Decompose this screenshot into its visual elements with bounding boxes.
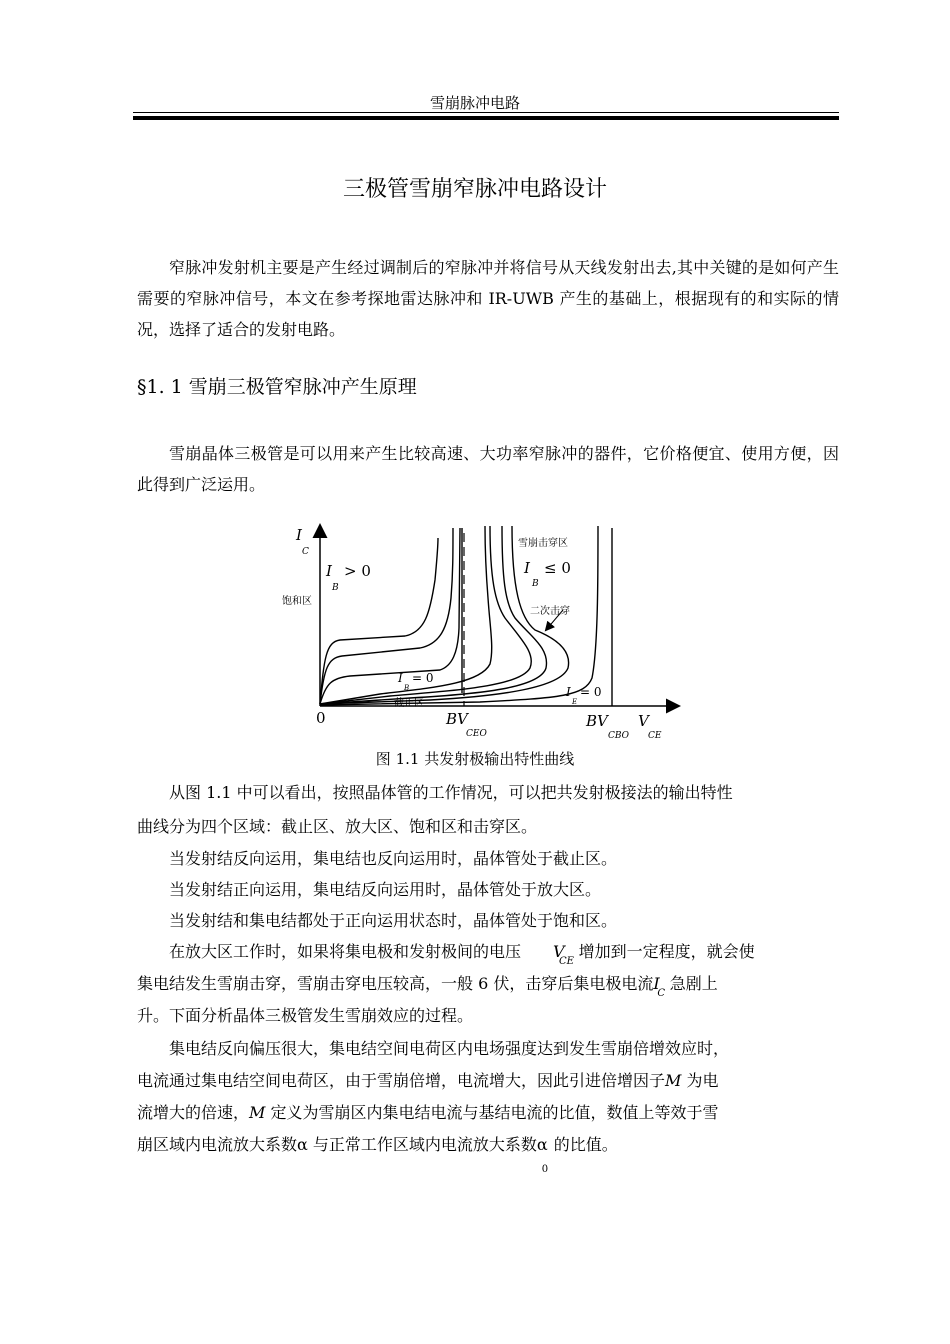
- paragraph-5: 当发射结和集电结都处于正向运用状态时，晶体管处于饱和区。: [169, 911, 618, 930]
- origin-label: 0: [316, 709, 326, 727]
- ib-zero-sub-label: B: [404, 684, 410, 692]
- paragraph-7-line-2: [137, 1068, 839, 1091]
- alpha0-sub: 0: [541, 1164, 549, 1175]
- p6-text-a: 在放大区工作时，如果将集电极和发射极间的电压: [169, 942, 522, 961]
- section-heading: §1. 1 雪崩三极管窄脉冲产生原理: [137, 376, 417, 398]
- ie-zero-relation: = 0: [580, 685, 602, 699]
- ib-neg-label: I: [524, 559, 530, 577]
- header-rule-thin: [133, 112, 839, 113]
- breakdown-label: 雪崩击穿区: [518, 538, 568, 549]
- ic-sub-label: C: [302, 547, 309, 557]
- bvcbo-sub-label: CBO: [608, 731, 630, 741]
- ie-zero-label: I: [566, 685, 571, 699]
- multiplication-factor-symbol-2: M: [249, 1103, 266, 1122]
- ie-zero-sub-label: E: [572, 698, 578, 706]
- p6-line2-text-b: 急剧上: [669, 974, 718, 993]
- saturation-label: 饱和区: [282, 596, 312, 607]
- p7-line3-text-b: 定义为雪崩区内集电结电流与基结电流的比值，数值上等效于雪: [270, 1103, 719, 1122]
- ic-inline-symbol: I: [653, 974, 660, 993]
- p7-line4-text-b: 的比值。: [553, 1135, 618, 1154]
- paragraph-2-line-1: 从图 1.1 中可以看出，按照晶体管的工作情况，可以把共发射极接法的输出特性: [169, 783, 733, 802]
- ib-neg-relation: ≤ 0: [544, 559, 571, 577]
- paragraph-7-line-4: [137, 1132, 839, 1175]
- p6-text-b: 增加到一定程度，就会使: [578, 942, 755, 961]
- p7-line3-text-a: 流增大的倍速，: [137, 1103, 250, 1122]
- ic-label: I: [296, 526, 302, 544]
- output-characteristics-figure: [280, 518, 700, 748]
- multiplication-factor-symbol: M: [665, 1071, 682, 1090]
- ib-zero-relation: = 0: [412, 671, 434, 685]
- intro-paragraph: 窄脉冲发射机主要是产生经过调制后的窄脉冲并将信号从天线发射出去,其中关键的是如何产生需要的窄脉冲信号，本文在参考探地雷达脉冲和 IR-UWB 产生的基础上，根据现有的和实际的情况，选择了适合的发射电路。: [137, 258, 839, 339]
- vce-label: V: [638, 712, 649, 730]
- paragraph-3: 当发射结反向运用，集电结也反向运用时，晶体管处于截止区。: [169, 849, 618, 868]
- vce-inline-sub: CE: [559, 956, 574, 967]
- cutoff-label: 截止区: [394, 698, 424, 709]
- second-breakdown-label: 二次击穿: [530, 606, 570, 617]
- paragraph-1: 雪崩晶体三极管是可以用来产生比较高速、大功率窄脉冲的器件，它价格便宜、使用方便，因此得到广泛运用。: [137, 444, 839, 494]
- ib-pos-relation: > 0: [344, 562, 371, 580]
- p7-line2-text-b: 为电: [686, 1071, 719, 1090]
- paragraph-6-line-3: 升。下面分析晶体三极管发生雪崩效应的过程。: [137, 1006, 474, 1025]
- paragraph-4: 当发射结正向运用，集电结反向运用时，晶体管处于放大区。: [169, 880, 602, 899]
- document-title: 三极管雪崩窄脉冲电路设计: [342, 177, 607, 202]
- bvceo-label: BV: [446, 710, 468, 728]
- ib-pos-label: I: [326, 562, 332, 580]
- running-header: 雪崩脉冲电路: [429, 94, 520, 112]
- paragraph-6-line-1: [137, 939, 839, 967]
- bvceo-sub-label: CEO: [466, 729, 487, 739]
- ib-zero-label: I: [398, 671, 403, 685]
- ic-inline: [653, 974, 666, 999]
- curve-ib-low: [320, 528, 460, 704]
- vce-sub-label: CE: [648, 731, 662, 741]
- bvcbo-label: BV: [586, 712, 608, 730]
- paragraph-6-line-2: [137, 971, 839, 999]
- ib-neg-sub-label: B: [532, 579, 539, 589]
- ic-inline-sub: C: [657, 988, 666, 999]
- header-rule-thick: [133, 116, 839, 120]
- paragraph-2-line-2: 曲线分为四个区域：截止区、放大区、饱和区和击穿区。: [137, 817, 538, 836]
- p6-line2-text-a: 集电结发生雪崩击穿，雪崩击穿电压较高，一般 6 伏，击穿后集电极电流: [137, 974, 654, 993]
- p7-line2-text-a: 电流通过集电结空间电荷区，由于雪崩倍增，电流增大，因此引进倍增因子: [137, 1071, 666, 1090]
- paragraph-7-line-1: 集电结反向偏压很大，集电结空间电荷区内电场强度达到发生雪崩倍增效应时，: [169, 1039, 730, 1058]
- vce-inline: [521, 942, 574, 967]
- figure-caption: 图 1.1 共发射极输出特性曲线: [375, 750, 575, 768]
- ib-pos-sub-label: B: [332, 583, 339, 593]
- paragraph-7-line-3: [137, 1100, 839, 1123]
- p7-line4-text-a: 崩区域内电流放大系数α 与正常工作区域内电流放大系数α: [137, 1135, 548, 1154]
- vce-inline-symbol: V: [553, 942, 565, 961]
